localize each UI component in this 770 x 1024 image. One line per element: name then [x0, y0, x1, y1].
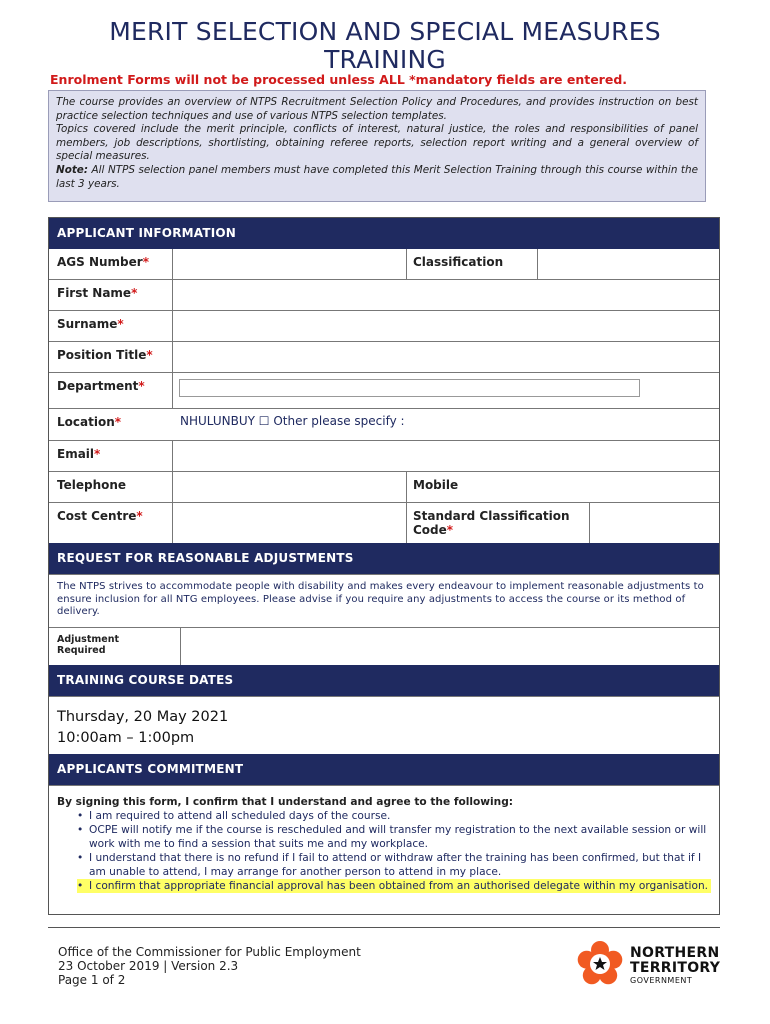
classification-label: Classification	[406, 249, 537, 279]
email-label: Email*	[57, 447, 101, 461]
position-title-field[interactable]	[172, 342, 719, 372]
location-options[interactable]: NHULUNBUY ☐ Other please specify :	[180, 414, 405, 428]
email-field[interactable]	[172, 441, 719, 471]
logo-wordmark	[630, 946, 720, 986]
location-label: Location*	[57, 415, 122, 429]
page-title	[0, 18, 770, 74]
ags-number-field[interactable]	[172, 249, 406, 279]
intro-paragraph-2: Topics covered include the merit principle, conflicts of interest, natural justice, the roles and responsibilities of panel members, job descriptions, shortlisting, obtaining referee reports, selection report writing and a general overview of special measures.	[56, 123, 698, 163]
mobile-label: Mobile	[406, 472, 537, 502]
ags-number-label: AGS Number*	[57, 255, 149, 269]
enrolment-form	[48, 217, 720, 915]
course-date: Thursday, 20 May 2021	[57, 709, 229, 725]
standard-classification-code-label: Standard Classification Code*	[406, 503, 589, 543]
footer-page: Page 1 of 2	[58, 973, 126, 987]
logo-line-2: TERRITORY	[630, 960, 721, 976]
row-department	[49, 372, 719, 408]
row-location	[49, 408, 719, 440]
note-label: Note:	[56, 163, 89, 176]
classification-field[interactable]	[537, 249, 719, 279]
position-title-label: Position Title*	[57, 348, 153, 362]
mandatory-warning: Enrolment Forms will not be processed unless ALL *mandatory fields are entered.	[50, 72, 628, 87]
commitment-item: • I am required to attend all scheduled days of the course.	[77, 809, 711, 823]
commitment-item: • I understand that there is no refund if I fail to attend or withdraw after the training has been confirmed, but that if I am unable to attend, I may arrange for another person to attend in my place.	[77, 851, 711, 879]
note-text: All NTPS selection panel members must have completed this Merit Selection Training through this course within the last 3 years.	[56, 163, 698, 190]
footer	[58, 945, 361, 987]
cost-centre-label: Cost Centre*	[57, 509, 143, 523]
section-applicants-commitment: APPLICANTS COMMITMENT	[49, 754, 719, 785]
title-line-2: TRAINING	[324, 45, 446, 74]
surname-label: Surname*	[57, 317, 124, 331]
row-position-title	[49, 341, 719, 372]
first-name-label: First Name*	[57, 286, 138, 300]
adjustment-required-field[interactable]	[180, 628, 719, 665]
commitment-list	[57, 809, 711, 893]
standard-classification-code-field[interactable]	[589, 503, 719, 543]
section-applicant-information: APPLICANT INFORMATION	[49, 218, 719, 249]
section-training-course-dates: TRAINING COURSE DATES	[49, 665, 719, 696]
footer-divider	[48, 927, 720, 928]
telephone-label: Telephone	[57, 478, 127, 492]
logo-line-1: NORTHERN	[630, 945, 720, 961]
row-cost-centre	[49, 502, 719, 543]
row-first-name	[49, 279, 719, 310]
section-reasonable-adjustments: REQUEST FOR REASONABLE ADJUSTMENTS	[49, 543, 719, 574]
first-name-field[interactable]	[172, 280, 719, 310]
course-time: 10:00am – 1:00pm	[57, 730, 195, 746]
footer-office: Office of the Commissioner for Public Employment	[58, 945, 361, 959]
department-label: Department*	[57, 379, 145, 393]
row-email	[49, 440, 719, 471]
course-intro-box	[48, 90, 706, 202]
row-surname	[49, 310, 719, 341]
telephone-field[interactable]	[172, 472, 406, 502]
adjustment-required-label: Adjustment Required	[57, 634, 120, 656]
commitment-item: • OCPE will notify me if the course is rescheduled and will transfer my registration to the next available session or will work with me to find a session that suits me and my workplace.	[77, 823, 711, 851]
row-ags-number	[49, 249, 719, 279]
cost-centre-field[interactable]	[172, 503, 406, 543]
footer-version: 23 October 2019 | Version 2.3	[58, 959, 239, 973]
row-adjustment-required	[49, 627, 719, 665]
adjustments-text: The NTPS strives to accommodate people with disability and makes every endeavour to implement reasonable adjustments to ensure inclusion for all NTG employees. Please advise if you require any adjustments to access the course or its method of delivery.	[49, 574, 719, 627]
title-line-1: MERIT SELECTION AND SPECIAL MEASURES	[109, 17, 661, 46]
mobile-field[interactable]	[537, 472, 719, 502]
intro-paragraph-1: The course provides an overview of NTPS Recruitment Selection Policy and Procedures, and provides instruction on best practice selection techniques and use of various NTPS selection templates.	[56, 96, 698, 122]
course-dates	[49, 696, 719, 754]
row-telephone	[49, 471, 719, 502]
commitment-content	[49, 785, 719, 914]
flower-icon	[578, 941, 623, 984]
commitment-item-highlighted: • I confirm that appropriate financial approval has been obtained from an authorised delegate within my organisation.	[77, 879, 711, 893]
logo-line-3: GOVERNMENT	[630, 976, 693, 985]
commitment-lead: By signing this form, I confirm that I understand and agree to the following:	[57, 796, 514, 808]
surname-field[interactable]	[172, 311, 719, 341]
intro-note	[56, 164, 698, 191]
department-input[interactable]	[179, 379, 640, 397]
